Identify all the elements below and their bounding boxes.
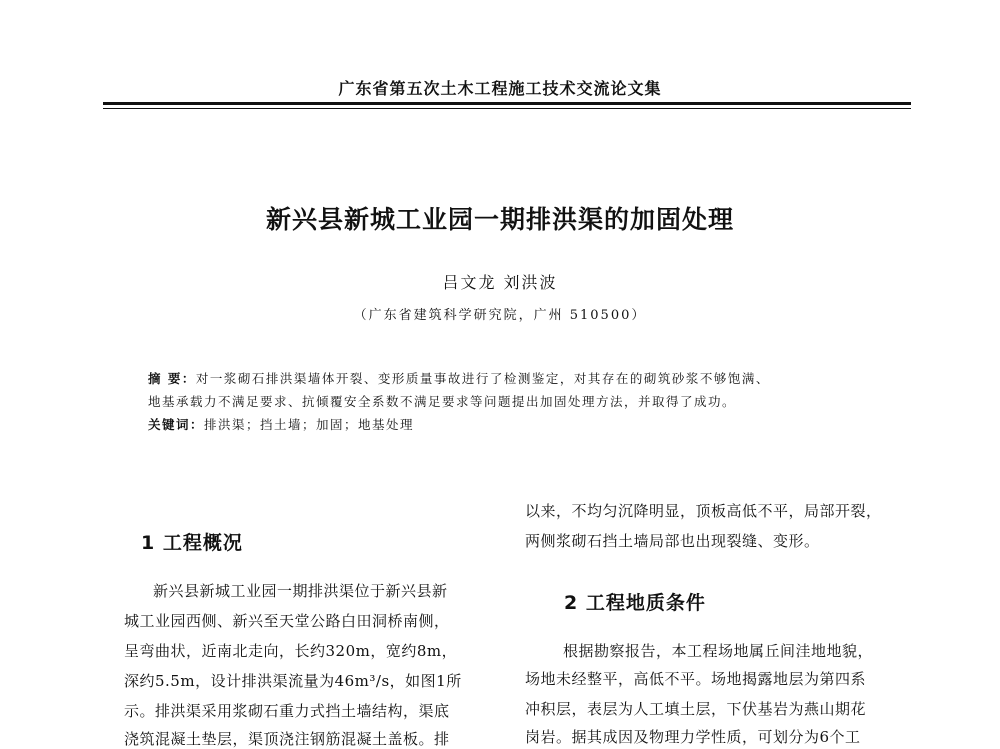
- section-2-heading: 2 工程地质条件: [564, 592, 706, 614]
- section-2-line: 场地未经整平，高低不平。场地揭露地层为第四系: [525, 670, 867, 688]
- header-rule-thick: [103, 102, 911, 105]
- right-continuation-line: 两侧浆砌石挡土墙局部也出现裂缝、变形。: [525, 532, 820, 550]
- section-1-line: 新兴县新城工业园一期排洪渠位于新兴县新: [153, 582, 448, 600]
- abstract-text-2: 地基承载力不满足要求、抗倾覆安全系数不满足要求等问题提出加固处理方法，并取得了成功。: [148, 394, 737, 409]
- section-1-line: 深约5.5m，设计排洪渠流量为46m³/s，如图1所: [124, 672, 462, 690]
- section-1-heading: 1 工程概况: [141, 532, 243, 554]
- keywords-label: 关键词：: [148, 417, 205, 432]
- section-1-line: 浇筑混凝土垫层，渠顶浇注钢筋混凝土盖板。排: [124, 730, 450, 748]
- section-2-line: 岗岩。据其成因及物理力学性质，可划分为6个工: [525, 728, 861, 746]
- section-1-line: 呈弯曲状，近南北走向，长约320m，宽约8m，: [124, 642, 458, 660]
- paper-title: 新兴县新城工业园一期排洪渠的加固处理: [265, 205, 734, 234]
- keywords-text: 排洪渠；挡土墙；加固；地基处理: [204, 417, 415, 432]
- section-2-line: 根据勘察报告，本工程场地属丘间洼地地貌，: [563, 642, 874, 660]
- section-2-line: 冲积层，表层为人工填土层，下伏基岩为燕山期花: [525, 700, 867, 718]
- paper-authors: 吕文龙 刘洪波: [442, 273, 558, 292]
- header-rule-thin: [103, 108, 911, 109]
- paper-affiliation: （广东省建筑科学研究院，广州 510500）: [353, 308, 647, 323]
- abstract-line-1: [148, 367, 868, 390]
- section-1-line: 城工业园西侧、新兴至天堂公路白田洞桥南侧，: [124, 612, 450, 630]
- abstract-text-1: 对一浆砌石排洪渠墙体开裂、变形质量事故进行了检测鉴定，对其存在的砌筑砂浆不够饱满、: [195, 371, 770, 386]
- section-1-line: 示。排洪渠采用浆砌石重力式挡土墙结构，渠底: [124, 702, 450, 720]
- abstract-label: 摘 要：: [148, 371, 196, 386]
- abstract-block: [148, 367, 868, 436]
- keywords-line: [148, 413, 868, 436]
- running-head: 广东省第五次土木工程施工技术交流论文集: [338, 79, 662, 98]
- right-continuation-line: 以来，不均匀沉降明显，顶板高低不平，局部开裂，: [525, 502, 882, 520]
